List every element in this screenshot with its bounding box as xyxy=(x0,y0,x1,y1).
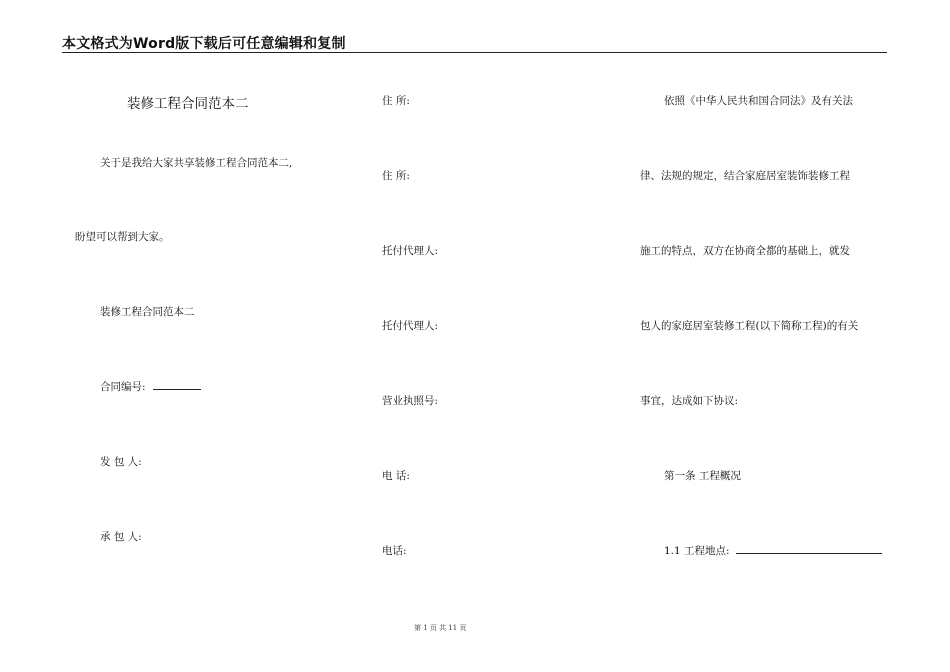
business-license-label: 营业执照号: xyxy=(382,395,439,407)
project-location-blank xyxy=(736,544,882,554)
phone-label-1: 电 话: xyxy=(382,470,410,482)
document-title: 装修工程合同范本二 xyxy=(127,96,249,112)
project-location-label: 1.1 工程地点: xyxy=(664,545,730,557)
contractor-label: 承 包 人: xyxy=(100,531,142,543)
project-location-field xyxy=(664,543,882,558)
employer-label: 发 包 人: xyxy=(100,456,142,468)
agent-label-1: 托付代理人: xyxy=(382,245,439,257)
body-line-4: 包人的家庭居室装修工程(以下简称工程)的有关 xyxy=(640,320,859,332)
agent-label-2: 托付代理人: xyxy=(382,320,439,332)
subtitle: 装修工程合同范本二 xyxy=(100,306,195,318)
body-line-2: 律、法规的规定，结合家庭居室装饰装修工程 xyxy=(640,170,850,182)
contract-number-field xyxy=(100,379,201,394)
phone-label-2: 电话: xyxy=(382,545,407,557)
article-1-heading: 第一条 工程概况 xyxy=(664,470,741,482)
document-header-banner: 本文格式为Word版下载后可任意编辑和复制 xyxy=(62,36,346,52)
header-divider xyxy=(62,52,887,53)
contract-number-blank xyxy=(153,380,201,390)
body-line-5: 事宜，达成如下协议: xyxy=(640,395,739,407)
page-number-footer: 第 1 页 共 11 页 xyxy=(414,624,467,632)
address-label-2: 住 所: xyxy=(382,170,410,182)
contract-number-label: 合同编号: xyxy=(100,381,146,393)
body-line-1: 依照《中华人民共和国合同法》及有关法 xyxy=(664,95,853,107)
address-label-1: 住 所: xyxy=(382,95,410,107)
intro-line-1: 关于是我给大家共享装修工程合同范本二, xyxy=(100,157,293,169)
intro-line-2: 盼望可以帮到大家。 xyxy=(75,231,170,243)
body-line-3: 施工的特点，双方在协商全都的基础上，就发 xyxy=(640,245,850,257)
